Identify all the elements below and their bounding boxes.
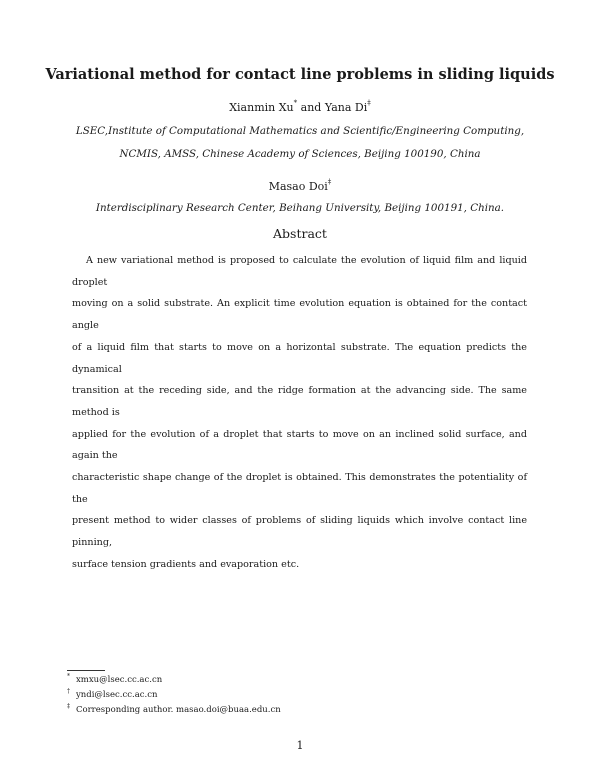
abstract-line: present method to wider classes of problems of sliding liquids which involve contact line pinning,: [72, 515, 527, 549]
footnote-text: Corresponding author. masao.doi@buaa.edu.cn: [76, 705, 281, 715]
footnote: [67, 675, 162, 685]
footnote: [67, 690, 158, 700]
author-name: Xianmin Xu: [229, 101, 294, 114]
abstract-body: [72, 250, 527, 576]
paper-title: Variational method for contact line problems in sliding liquids: [45, 66, 555, 83]
abstract-line: moving on a solid substrate. An explicit time evolution equation is obtained for the contact angle: [72, 298, 527, 332]
abstract-line: of a liquid film that starts to move on a horizontal substrate. The equation predicts the dynamical: [72, 341, 527, 375]
abstract-line: transition at the receding side, and the ridge formation at the advancing side. The same method is: [72, 385, 527, 418]
footnote-text: xmxu@lsec.cc.ac.cn: [76, 675, 163, 685]
page-number: 1: [296, 739, 304, 752]
footnote-mark: ‡: [367, 99, 371, 107]
author-conjunction: and: [300, 101, 322, 114]
abstract-line: A new variational method is proposed to calculate the evolution of liquid film and liquid droplet: [72, 255, 527, 288]
footnote-mark: †: [67, 688, 70, 695]
footnote-mark: ‡: [327, 178, 332, 186]
footnote-mark: ‡: [67, 703, 70, 710]
footnote-mark: *: [293, 99, 298, 107]
author-line-1: [0, 101, 600, 114]
affiliation-1-line-1: LSEC,Institute of Computational Mathematics and Scientific/Engineering Computing,: [75, 125, 525, 137]
footnote-divider: [67, 670, 105, 671]
author-name: Masao Doi: [268, 180, 328, 193]
abstract-line: characteristic shape change of the droplet is obtained. This demonstrates the potentiality of the: [72, 472, 527, 505]
abstract-line: applied for the evolution of a droplet that starts to move on an inclined solid surface, and again the: [72, 428, 527, 462]
author-name: Yana Di: [324, 101, 368, 114]
footnote: [67, 705, 281, 715]
abstract-heading: Abstract: [273, 226, 327, 241]
footnote-text: yndi@lsec.cc.ac.cn: [76, 690, 158, 700]
affiliation-2: Interdisciplinary Research Center, Beihang University, Beijing 100191, China.: [95, 202, 505, 214]
affiliation-1-line-2: NCMIS, AMSS, Chinese Academy of Sciences, Beijing 100190, China: [119, 148, 481, 160]
abstract-line: surface tension gradients and evaporation etc.: [72, 558, 300, 570]
footnote-mark: *: [67, 673, 70, 680]
author-line-2: [0, 180, 600, 193]
